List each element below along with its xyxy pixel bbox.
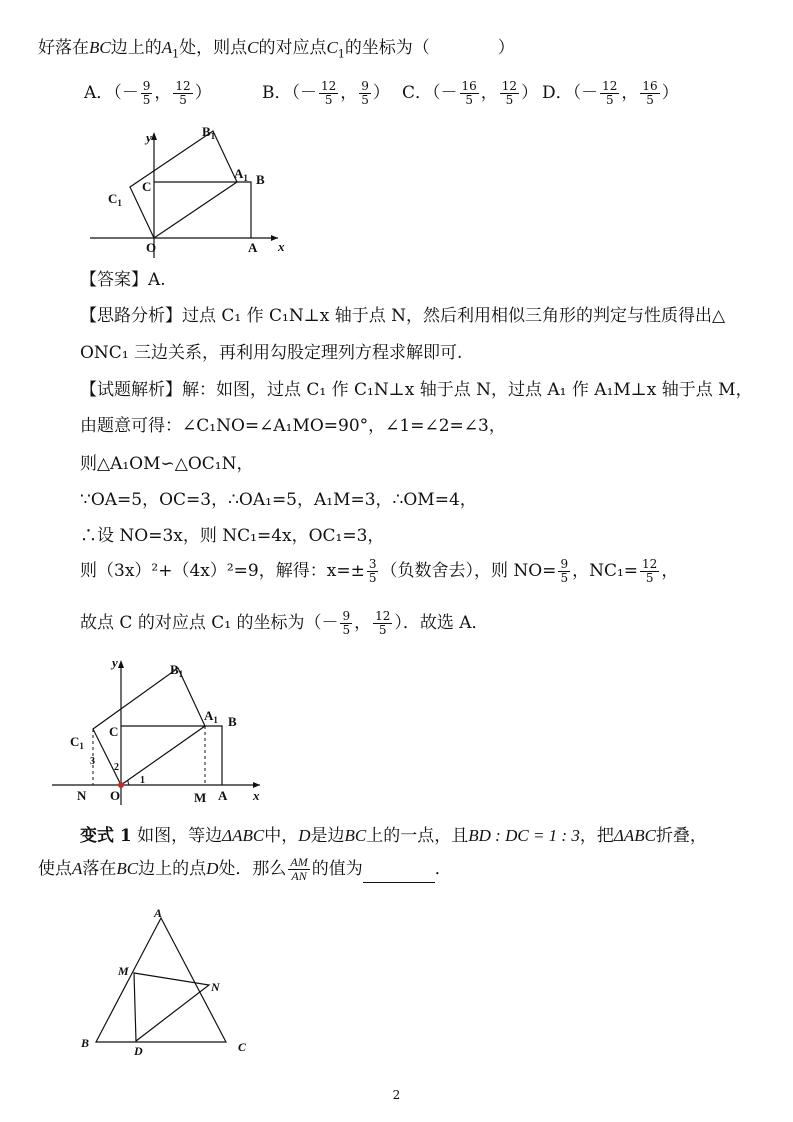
folded-triangle-mnd bbox=[134, 973, 209, 1041]
label-y: y bbox=[146, 130, 152, 145]
figure-2-solution-diagram bbox=[50, 650, 280, 810]
label-n: N bbox=[77, 788, 87, 803]
label-c1: $C_1$ bbox=[108, 191, 122, 208]
label-n: N bbox=[211, 980, 220, 994]
analysis-line-2: ONC₁ 三边关系，再利用勾股定理列方程求解即可. bbox=[80, 343, 463, 363]
option-b: B．（－ $\frac{12}{5}$ ， $\frac{9}{5}$ ） bbox=[262, 79, 390, 107]
question-tail: 好落在BC边上的$A_1$处，则点C的对应点$C_1$的坐标为（ ） bbox=[38, 38, 515, 61]
option-d: D．（－ $\frac{12}{5}$ ， $\frac{16}{5}$ ） bbox=[542, 79, 679, 107]
label-m: M bbox=[194, 790, 207, 805]
label-angle-2: 2 bbox=[114, 762, 119, 773]
label-a: A bbox=[154, 906, 163, 920]
label-b: B bbox=[228, 714, 237, 729]
solution-line-6: 则（3x）²+（4x）²=9，解得：x=± $\frac{3}{5}$ （负数舍去），则 NO= $\frac{9}{5}$ ，NC₁= $\frac{12}{5}$ ， bbox=[80, 557, 679, 585]
label-a1: $A_1$ bbox=[204, 708, 218, 725]
x-arrow-icon bbox=[271, 235, 278, 241]
variant-line-2: 使点A落在BC边上的点D处．那么 $\frac{AM}{AN}$ 的值为 ． bbox=[38, 855, 452, 883]
variant-line-1: 变式 1 如图，等边ΔABC中，D是边BC上的一点，且BD : DC = 1 : 3，把ΔABC折叠， bbox=[80, 826, 707, 846]
solution-line-3: 则△A₁OM∽△OC₁N， bbox=[80, 454, 254, 474]
figure-3-triangle-diagram bbox=[76, 905, 276, 1065]
page-number: 2 bbox=[392, 1088, 401, 1102]
answer-line: 【答案】A. bbox=[80, 270, 166, 290]
rectangle-oabc bbox=[121, 726, 222, 785]
solution-line-1: 【试题解析】解：如图，过点 C₁ 作 C₁N⊥x 轴于点 N，过点 A₁ 作 A₁M⊥x 轴于点 M， bbox=[80, 380, 753, 400]
solution-line-2: 由题意可得：∠C₁NO=∠A₁MO=90°，∠1=∠2=∠3， bbox=[80, 416, 506, 436]
label-angle-1: 1 bbox=[140, 775, 145, 786]
label-y: y bbox=[112, 655, 118, 670]
label-o: O bbox=[110, 788, 121, 803]
label-d: D bbox=[134, 1044, 143, 1058]
answer-blank[interactable] bbox=[363, 864, 435, 883]
label-angle-3: 3 bbox=[90, 756, 95, 767]
label-x: x bbox=[278, 239, 285, 254]
label-o: O bbox=[146, 240, 157, 255]
solution-line-7: 故点 C 的对应点 C₁ 的坐标为（－ $\frac{9}{5}$ ， $\frac{12}{5}$ ）．故选 A． bbox=[80, 609, 489, 637]
rectangle-oabc bbox=[154, 182, 251, 238]
label-m: M bbox=[118, 964, 129, 978]
y-arrow-icon bbox=[118, 660, 124, 668]
solution-line-4: ∵OA=5，OC=3，∴OA₁=5，A₁M=3，∴OM=4， bbox=[80, 490, 477, 510]
solution-line-5: ∴设 NO=3x，则 NC₁=4x，OC₁=3， bbox=[80, 526, 385, 546]
label-c: C bbox=[109, 724, 119, 739]
figure-1-coordinate-diagram bbox=[88, 120, 298, 260]
label-b: B bbox=[256, 172, 265, 187]
label-b1: $B_1$ bbox=[170, 662, 184, 679]
label-x: x bbox=[253, 788, 260, 803]
option-c: C．（－ $\frac{16}{5}$ ， $\frac{12}{5}$ ） bbox=[402, 79, 539, 107]
label-b1: $B_1$ bbox=[202, 124, 216, 141]
label-c: C bbox=[142, 179, 152, 194]
label-a: A bbox=[248, 240, 258, 255]
label-a1: $A_1$ bbox=[234, 166, 248, 183]
y-arrow-icon bbox=[151, 132, 157, 140]
option-a: A．（－ $\frac{9}{5}$ ， $\frac{12}{5}$ ） bbox=[84, 79, 212, 107]
label-b: B bbox=[81, 1036, 90, 1050]
angle-1-arc bbox=[128, 780, 129, 785]
label-c1: $C_1$ bbox=[70, 734, 84, 751]
label-c: C bbox=[238, 1040, 247, 1054]
triangle-abc bbox=[96, 918, 226, 1042]
analysis-line-1: 【思路分析】过点 C₁ 作 C₁N⊥x 轴于点 N，然后利用相似三角形的判定与性质得出△ bbox=[80, 306, 726, 326]
label-a: A bbox=[218, 788, 228, 803]
